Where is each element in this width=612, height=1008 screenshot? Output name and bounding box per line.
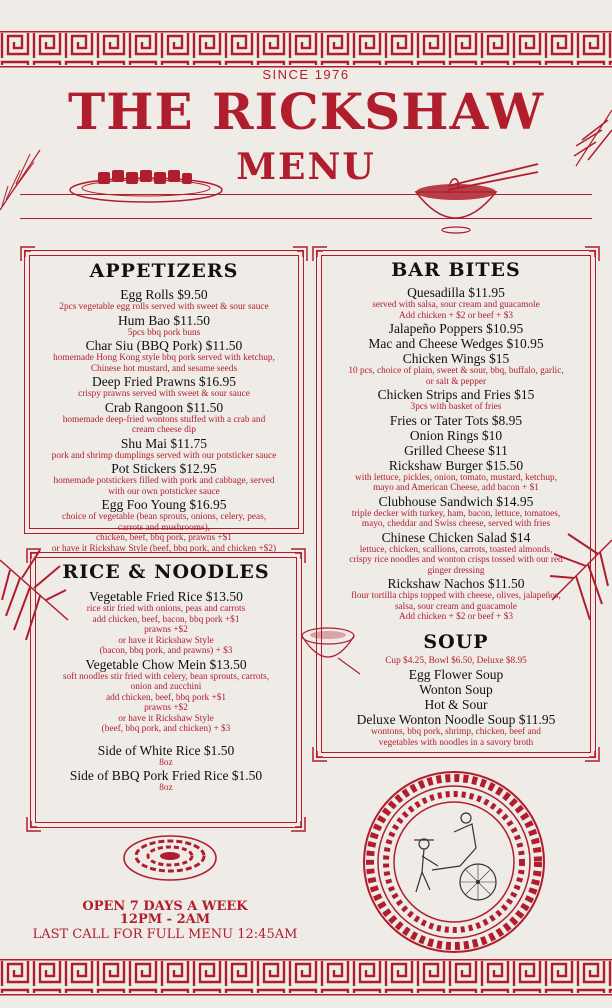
menu-item-description: crispy prawns served with sweet & sour sauce <box>78 389 250 399</box>
menu-item <box>322 387 590 413</box>
corner-ornament-icon <box>312 246 328 262</box>
menu-item-name: Vegetable Chow Mein $13.50 <box>85 656 247 672</box>
menu-item <box>36 768 296 794</box>
rice-noodles-title: RICE & NOODLES <box>62 561 270 583</box>
menu-item <box>322 682 590 697</box>
menu-item-description: triple decker with turkey, ham, bacon, lettuce, tomatoes, <box>351 508 561 519</box>
menu-item-description: with our own potsticker sauce <box>108 486 220 497</box>
corner-ornament-icon <box>290 548 306 564</box>
corner-ornament-icon <box>26 816 42 832</box>
menu-item-description: 10 pcs, choice of plain, sweet & sour, bbq, buffalo, garlic, <box>348 366 564 376</box>
menu-item-description: 8oz <box>159 783 173 793</box>
menu-item-description: cream cheese dip <box>131 425 196 435</box>
soup-list <box>322 667 590 748</box>
corner-ornament-icon <box>584 246 600 262</box>
bar-bites-list <box>322 285 590 623</box>
corner-ornament-icon <box>290 816 306 832</box>
menu-item-name: Wonton Soup <box>419 682 493 697</box>
menu-item-description: salsa, sour cream and guacamole <box>394 601 518 612</box>
menu-item-name: Onion Rings $10 <box>409 427 503 443</box>
menu-item-description: pork and shrimp dumplings served with our potsticker sauce <box>51 450 277 461</box>
soup-title: SOUP <box>423 630 489 653</box>
menu-item-name: Vegetable Fried Rice $13.50 <box>89 589 243 604</box>
menu-item <box>322 494 590 530</box>
restaurant-title: THE RICKSHAW <box>68 82 544 141</box>
menu-item-description: or salt & pepper <box>425 376 487 387</box>
corner-ornament-icon <box>584 746 600 762</box>
menu-item-name: Mac and Cheese Wedges $10.95 <box>368 336 544 351</box>
sushi-plate-icon <box>68 160 224 204</box>
menu-item-name: Shu Mai $11.75 <box>120 435 208 451</box>
menu-item-description: soft noodles stir fried with celery, bean sprouts, carrots, <box>62 671 270 682</box>
menu-item <box>322 458 590 494</box>
menu-item-name: Chinese Chicken Salad $14 <box>381 529 531 545</box>
menu-item-description: add chicken, beef, bacon, bbq pork +$1 <box>92 614 240 625</box>
menu-item-description: lettuce, chicken, scallions, carrots, toasted almonds, <box>359 544 553 555</box>
menu-item-description: or have it Rickshaw Style (beef, bbq pork, and chicken +$2) <box>51 543 277 554</box>
menu-item-name: Rickshaw Nachos $11.50 <box>387 576 525 591</box>
menu-item-name: Deep Fried Prawns $16.95 <box>92 374 236 389</box>
menu-item-description: flour tortilla chips topped with cheese, olives, jalapeños, <box>351 591 561 601</box>
menu-item <box>322 697 590 712</box>
menu-item <box>30 287 298 313</box>
menu-item-name: Grilled Cheese $11 <box>404 442 508 458</box>
menu-item <box>322 351 590 387</box>
menu-item-name: Pot Stickers $12.95 <box>111 461 217 476</box>
menu-item-description: choice of vegetable (bean sprouts, onions, celery, peas, <box>61 512 267 522</box>
menu-item-name: Egg Flower Soup <box>408 667 504 682</box>
menu-item-description: homemade potstickers filled with pork and cabbage, served <box>53 476 275 486</box>
menu-item-description: chicken, beef, bbq pork, prawns +$1 <box>96 533 232 543</box>
menu-item <box>36 657 296 735</box>
menu-item-description: 5pcs bbq pork buns <box>127 327 201 338</box>
menu-item <box>30 436 298 462</box>
menu-item-description: ginger dressing <box>427 565 485 576</box>
noodle-bowl-icon <box>410 158 540 238</box>
menu-item-description: 2pcs vegetable egg rolls served with sweet & sour sauce <box>59 302 269 312</box>
menu-item-name: Rickshaw Burger $15.50 <box>388 457 524 473</box>
menu-item <box>30 461 298 497</box>
menu-item-description: served with salsa, sour cream and guacamole <box>372 300 540 310</box>
menu-item <box>30 313 298 339</box>
menu-item-name: Chicken Wings $15 <box>402 351 510 366</box>
menu-item <box>30 374 298 400</box>
menu-item-description: carrots and mushrooms), <box>117 522 211 533</box>
hours-days: OPEN 7 DAYS A WEEK <box>82 899 248 914</box>
menu-item-name: Char Siu (BBQ Pork) $11.50 <box>85 338 243 353</box>
menu-item-description: mayo, cheddar and Swiss cheese, served with fries <box>361 519 551 529</box>
palm-leaf-icon <box>0 140 44 230</box>
menu-item-description: 8oz <box>159 757 173 768</box>
menu-item-description: homemade Hong Kong style bbq pork served with ketchup, <box>53 353 275 363</box>
menu-item <box>322 321 590 336</box>
menu-item-description: Chinese hot mustard, and sesame seeds <box>90 363 238 374</box>
menu-item <box>30 497 298 554</box>
since-label: SINCE 1976 <box>262 67 350 82</box>
menu-item-description: crispy rice noodles and wonton crisps tossed with our red <box>349 555 563 565</box>
menu-item <box>322 443 590 458</box>
menu-item-description: with lettuce, pickles, onion, tomato, mustard, ketchup, <box>355 472 557 483</box>
menu-item-description: mayo and American Cheese, add bacon + $1 <box>373 483 539 493</box>
menu-item <box>322 667 590 682</box>
menu-item-name: Side of White Rice $1.50 <box>97 742 235 758</box>
menu-item-description: vegetables with noodles in a savory broth <box>378 737 534 748</box>
menu-item-description: Add chicken + $2 or beef + $3 <box>398 310 513 321</box>
menu-heading: MENU <box>236 146 376 188</box>
bar-bites-title: BAR BITES <box>391 259 521 281</box>
menu-item-name: Egg Foo Young $16.95 <box>101 497 227 512</box>
menu-item <box>36 589 296 657</box>
menu-item-description: rice stir fried with onions, peas and carrots <box>86 604 246 614</box>
rickshaw-medallion-icon <box>362 770 546 954</box>
menu-item-name: Jalapeño Poppers $10.95 <box>388 321 524 336</box>
menu-item <box>322 336 590 351</box>
last-call-notice: LAST CALL FOR FULL MENU 12:45AM <box>32 927 298 942</box>
menu-item <box>30 338 298 374</box>
top-fret-border <box>0 28 612 70</box>
menu-item <box>322 576 590 623</box>
menu-item <box>30 400 298 436</box>
menu-item-name: Quesadilla $11.95 <box>407 285 505 300</box>
menu-item-name: Clubhouse Sandwich $14.95 <box>378 493 534 509</box>
menu-item-description: prawns +$2 <box>144 703 188 713</box>
rice-noodles-list <box>36 589 296 794</box>
menu-item-name: Deluxe Wonton Noodle Soup $11.95 <box>356 712 556 727</box>
hours-time: 12PM - 2AM <box>119 912 211 927</box>
menu-item-name: Fries or Tater Tots $8.95 <box>389 412 523 428</box>
appetizers-list <box>30 287 298 554</box>
menu-item-description: (bacon, bbq pork, and prawns) + $3 <box>99 646 233 656</box>
menu-item-description: add chicken, beef, bbq pork +$1 <box>105 692 227 703</box>
menu-item-description: Add chicken + $2 or beef + $3 <box>398 612 513 622</box>
soup-bowl-icon <box>298 618 362 678</box>
menu-item <box>322 285 590 321</box>
menu-item-description: homemade deep-fried wontons stuffed with a crab and <box>62 414 266 425</box>
menu-item-name: Hum Bao $11.50 <box>117 312 211 328</box>
menu-item-name: Chicken Strips and Fries $15 <box>377 387 535 402</box>
appetizers-section <box>30 260 298 554</box>
corner-ornament-icon <box>312 746 328 762</box>
menu-item-description: or have it Rickshaw Style <box>118 713 214 724</box>
soup-price-line: Cup $4.25, Bowl $6.50, Deluxe $8.95 <box>385 655 527 666</box>
menu-item-name: Side of BBQ Pork Fried Rice $1.50 <box>69 768 263 783</box>
rice-noodles-section <box>36 561 296 794</box>
corner-ornament-icon <box>26 548 42 564</box>
menu-item <box>322 712 590 748</box>
menu-item <box>322 413 590 428</box>
menu-item <box>322 530 590 577</box>
corner-ornament-icon <box>20 246 36 262</box>
menu-item-description: 3pcs with basket of fries <box>410 402 502 412</box>
palm-leaf-icon <box>572 100 612 190</box>
menu-item-description: (beef, bbq pork, and chicken) + $3 <box>101 724 231 734</box>
noodle-plate-icon <box>120 822 220 884</box>
menu-item-description: or have it Rickshaw Style <box>118 635 214 646</box>
menu-item-name: Crab Rangoon $11.50 <box>104 399 224 415</box>
appetizers-title: APPETIZERS <box>89 260 239 282</box>
menu-item <box>36 743 296 769</box>
corner-ornament-icon <box>292 246 308 262</box>
menu-item-name: Hot & Sour <box>424 697 488 712</box>
menu-item-name: Egg Rolls $9.50 <box>120 287 208 302</box>
menu-item-description: onion and zucchini <box>130 682 202 692</box>
bottom-fret-border <box>0 956 612 998</box>
bar-bites-section <box>322 259 590 748</box>
menu-item-description: prawns +$2 <box>144 625 188 635</box>
menu-item <box>322 428 590 443</box>
menu-item-description: wontons, bbq pork, shrimp, chicken, beef and <box>371 727 541 737</box>
